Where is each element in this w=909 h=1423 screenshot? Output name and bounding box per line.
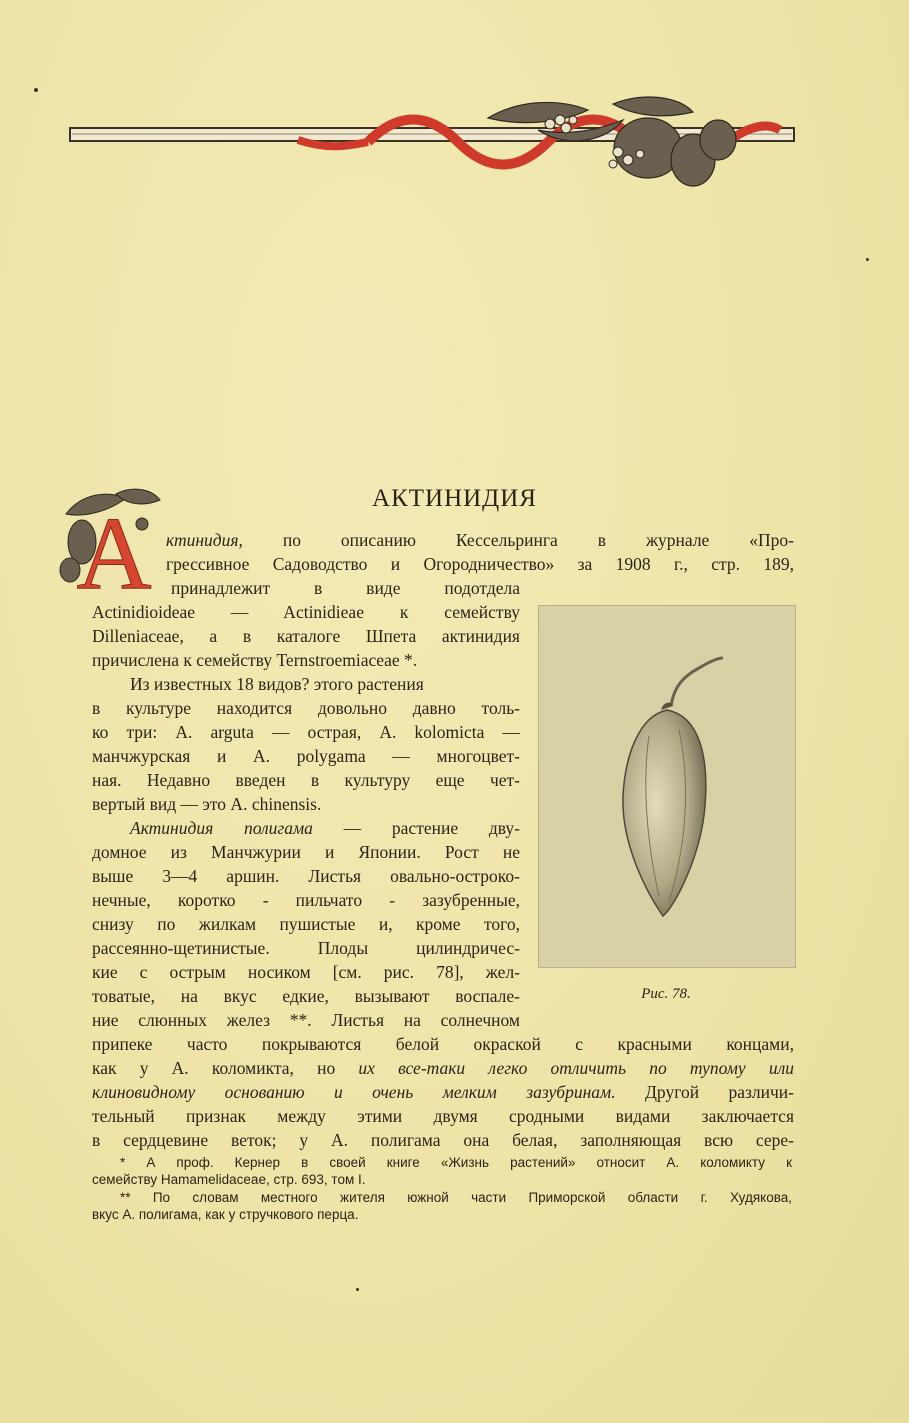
text-line: выше 3—4 аршин. Листья овально-остроко- [92,866,520,886]
text-line: ктинидия, по описанию Кессельринга в журнале «Про- [166,530,794,550]
text-line: как у A. коломикта, но их все-таки легко отличить по тупому или [92,1058,794,1078]
text-line: снизу по жилкам пушистые и, кроме того, [92,914,520,934]
text-line: клиновидному основанию и очень мелким зазубринам. Другой различи- [92,1082,794,1102]
headpiece-ornament [68,90,796,194]
text-line: кие с острым носиком [см. рис. 78], жел- [92,962,520,982]
text-line: вертый вид — это A. chinensis. [92,794,322,814]
footnote-line: семейству Hamamelidaceae, стр. 693, том I. [92,1172,366,1187]
text-line: припеке часто покрываются белой окраской с красными концами, [92,1034,794,1054]
footnote-line: вкус А. полигама, как у стручкового перца. [92,1207,359,1222]
drop-cap-letter: А [76,496,152,594]
intro-paragraph [166,528,794,576]
paragraph-species [92,672,520,816]
figure-caption: Рис. 78. [641,986,691,1002]
text-line: Из известных 18 видов? этого растения [130,674,424,694]
text-line: манчжурская и A. polygama — многоцвет- [92,746,520,766]
intro-paragraph-cont2 [92,600,520,672]
text-line: в культуре находится довольно давно толь- [92,698,520,718]
paragraph-polygama-cont [92,1032,794,1152]
text-line: в сердцевине веток; у A. полигама она белая, заполняющая всю сере- [92,1130,794,1150]
footnote-line: ** По словам местного жителя южной части Приморской области г. Худякова, [120,1190,792,1205]
text-line: нечные, коротко - пильчато - зазубренные, [92,890,520,910]
text-line: товатые, на вкус едкие, вызывают воспале- [92,986,520,1006]
article-title: АКТИНИДИЯ [372,485,537,512]
paper-speck [34,88,38,92]
text-line: домное из Манчжурии и Японии. Рост не [92,842,520,862]
fruit-illustration [539,606,795,967]
text-line: ние слюнных желез **. Листья на солнечном [92,1010,520,1030]
footnote-2 [92,1189,792,1223]
text-line: тельный признак между этими двумя сродными видами заключается [92,1106,794,1126]
text-line: грессивное Садоводство и Огородничество» за 1908 г., стр. 189, [166,554,794,574]
paragraph-polygama [92,816,520,1032]
text-line: принадлежит в виде подотдела [171,578,520,598]
paper-speck [356,1288,359,1291]
paper-speck [866,258,869,261]
text-line: Dilleniaceae, а в каталоге Шпета актинидия [92,626,520,646]
text-line: ко три: A. arguta — острая, A. kolomicta — [92,722,520,742]
footnote-1 [92,1154,792,1188]
text-line: причислена к семейству Ternstroemiaceae *. [92,650,418,670]
text-line: Актинидия полигама — растение дву- [130,818,520,838]
footnote-line: * А проф. Кернер в своей книге «Жизнь растений» относит А. коломикту к [120,1155,792,1170]
text-line: Actinidioideae — Actinidieae к семейству [92,602,520,622]
text-line: рассеянно-щетинистые. Плоды цилиндричес- [92,938,520,958]
fruit-figure [538,605,796,968]
text-line: ная. Недавно введен в культуру еще чет- [92,770,520,790]
drop-cap-initial [56,484,166,594]
intro-paragraph-cont [171,576,520,600]
